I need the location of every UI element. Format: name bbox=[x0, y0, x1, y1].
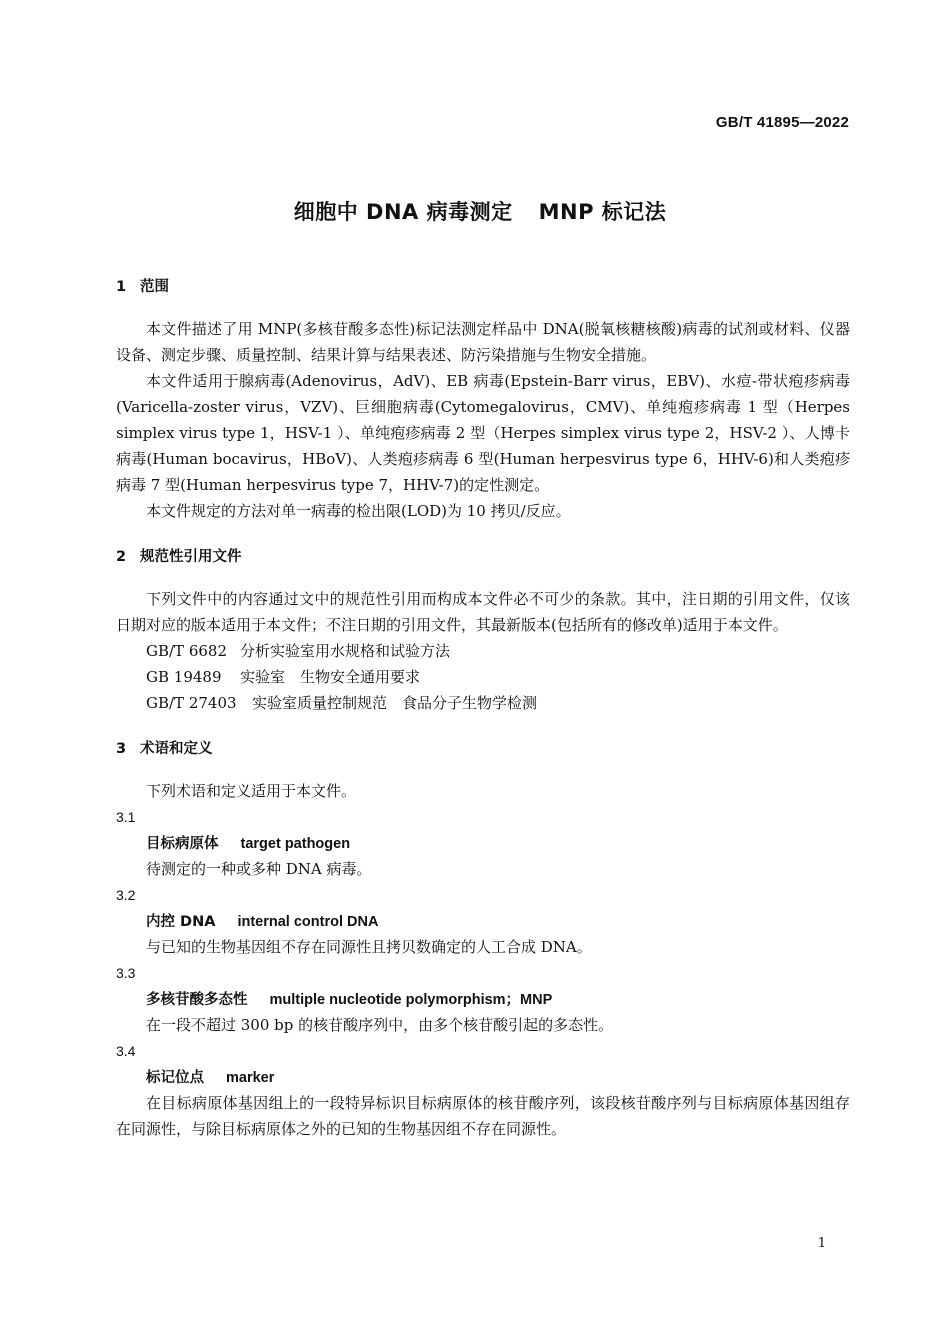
paragraph: 本文件描述了用 MNP(多核苷酸多态性)标记法测定样品中 DNA(脱氧核糖核酸)病毒的试剂或材料、仪器设备、测定步骤、质量控制、结果计算与结果表述、防污染措施与生物安全措施。 bbox=[116, 320, 850, 364]
page-number: 1 bbox=[817, 1236, 826, 1251]
paragraph: 本文件适用于腺病毒(Adenovirus，AdV)、EB 病毒(Epstein-Barr virus，EBV)、水痘-带状疱疹病毒(Varicella-zoster virus，VZV)、巨细胞病毒(Cytomegalovirus，CMV)、单纯疱疹病毒 1 型（Herpes simplex virus type 1，HSV-1 ）、单纯疱疹病毒 2 型（Herpes simplex virus type 2，HSV-2 ）、人博卡病毒(Human bocavirus，HBoV)、人类疱疹病毒 6 型(Human herpesvirus type 6，HHV-6)和人类疱疹病毒 7 型(Human herpesvirus type 7，HHV-7)的定性测定。 bbox=[116, 372, 850, 494]
term-number: 3.3 bbox=[116, 965, 136, 981]
title-part-2: MNP 标记法 bbox=[538, 200, 667, 224]
term-title bbox=[116, 830, 850, 856]
reference-title: 实验室质量控制规范 食品分子生物学检测 bbox=[252, 694, 538, 712]
paragraph: 下列术语和定义适用于本文件。 bbox=[146, 782, 357, 800]
section-1-heading bbox=[116, 274, 850, 300]
term-definition: 与已知的生物基因组不存在同源性且拷贝数确定的人工合成 DNA。 bbox=[146, 938, 592, 956]
term-title bbox=[116, 1064, 850, 1090]
section-number: 3 bbox=[116, 741, 127, 757]
term-definition: 在一段不超过 300 bp 的核苷酸序列中，由多个核苷酸引起的多态性。 bbox=[146, 1016, 614, 1034]
section-title: 范围 bbox=[140, 279, 169, 295]
reference-item bbox=[116, 690, 850, 716]
paragraph: 下列文件中的内容通过文中的规范性引用而构成本文件必不可少的条款。其中，注日期的引用文件，仅该日期对应的版本适用于本文件；不注日期的引用文件，其最新版本(包括所有的修改单)适用于本文件。 bbox=[116, 590, 850, 634]
section-2-heading bbox=[116, 544, 850, 570]
term-title bbox=[116, 908, 850, 934]
section-3-heading bbox=[116, 736, 850, 762]
term-definition: 在目标病原体基因组上的一段特异标识目标病原体的核苷酸序列，该段核苷酸序列与目标病原体基因组存在同源性，与除目标病原体之外的已知的生物基因组不存在同源性。 bbox=[116, 1094, 850, 1138]
document-body bbox=[116, 274, 850, 1142]
term-chinese: 内控 DNA bbox=[146, 914, 216, 930]
section-number: 2 bbox=[116, 549, 127, 565]
reference-title: 实验室 生物安全通用要求 bbox=[240, 668, 421, 686]
term-english: marker bbox=[226, 1070, 275, 1086]
term-title bbox=[116, 986, 850, 1012]
section-title: 术语和定义 bbox=[140, 741, 213, 757]
reference-item bbox=[116, 664, 850, 690]
term-english: target pathogen bbox=[240, 836, 351, 852]
term-number: 3.2 bbox=[116, 887, 136, 903]
section-number: 1 bbox=[116, 279, 127, 295]
reference-code: GB/T 6682 bbox=[146, 642, 228, 660]
term-english: internal control DNA bbox=[237, 914, 379, 930]
reference-item bbox=[116, 638, 850, 664]
term-english: multiple nucleotide polymorphism；MNP bbox=[269, 992, 553, 1008]
term-definition: 待测定的一种或多种 DNA 病毒。 bbox=[146, 860, 372, 878]
term-chinese: 目标病原体 bbox=[146, 836, 219, 852]
standard-number: GB/T 41895—2022 bbox=[715, 114, 849, 131]
term-number: 3.4 bbox=[116, 1043, 136, 1059]
paragraph: 本文件规定的方法对单一病毒的检出限(LOD)为 10 拷贝/反应。 bbox=[146, 502, 571, 520]
term-chinese: 标记位点 bbox=[146, 1070, 204, 1086]
reference-code: GB 19489 bbox=[146, 668, 222, 686]
reference-code: GB/T 27403 bbox=[146, 694, 237, 712]
term-chinese: 多核苷酸多态性 bbox=[146, 992, 248, 1008]
reference-title: 分析实验室用水规格和试验方法 bbox=[240, 642, 451, 660]
section-title: 规范性引用文件 bbox=[140, 549, 242, 565]
term-number: 3.1 bbox=[116, 809, 136, 825]
document-title bbox=[0, 196, 950, 226]
title-part-1: 细胞中 DNA 病毒测定 bbox=[293, 200, 513, 224]
